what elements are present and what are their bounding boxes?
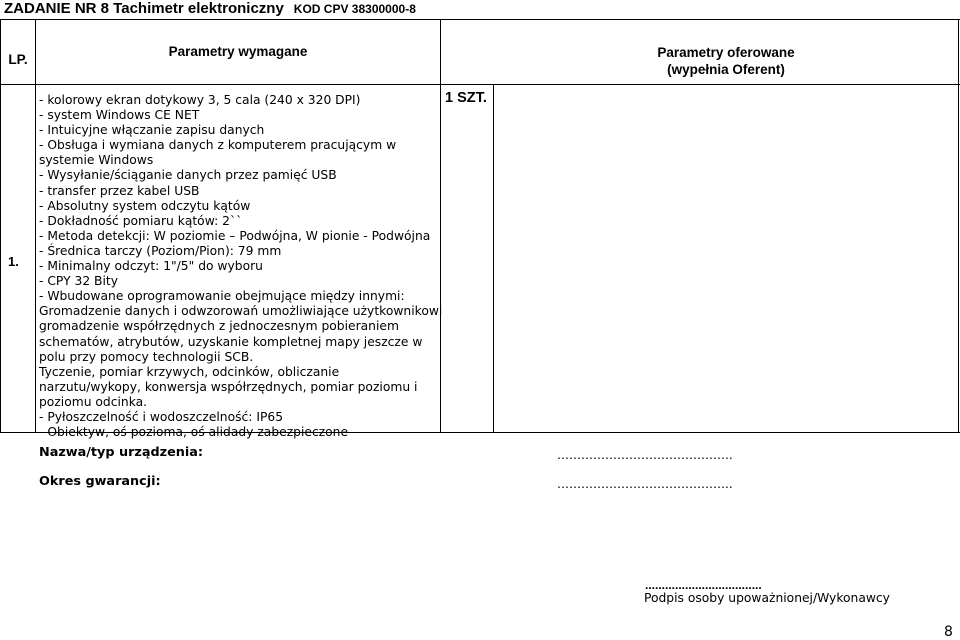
- requirement-line: schematów, atrybutów, uzyskanie kompletnej mapy jeszcze w: [39, 334, 423, 349]
- requirement-line: polu przy pomocy technologii SCB.: [39, 349, 254, 364]
- warranty-field: ……………………………………..: [557, 477, 733, 491]
- requirement-line: - Wbudowane oprogramowanie obejmujące między innymi:: [39, 289, 405, 304]
- requirement-line: narzutu/wykopy, konwersja współrzędnych, pomiar poziomu i: [39, 379, 418, 394]
- page-number: 8: [944, 624, 953, 640]
- device-name-field: ……………………………………..: [557, 448, 733, 462]
- device-name-label: Nazwa/typ urządzenia:: [39, 445, 204, 460]
- column-divider-lp: [35, 19, 36, 432]
- column-header-lp: LP.: [8, 52, 28, 67]
- column-header-offered-note: (wypełnia Oferent): [667, 62, 785, 77]
- requirement-line: - Intuicyjne włączanie zapisu danych: [39, 123, 265, 138]
- warranty-label: Okres gwarancji:: [39, 474, 161, 489]
- requirement-line: - Metoda detekcji: W poziomie – Podwójna, W pionie - Podwójna: [39, 228, 431, 243]
- requirement-line: - Absolutny system odczytu kątów: [39, 198, 251, 213]
- requirements-list: [39, 93, 442, 440]
- requirement-line: systemie Windows: [39, 153, 154, 168]
- requirement-line: - transfer przez kabel USB: [39, 183, 200, 198]
- requirement-line: Tyczenie, pomiar krzywych, odcinków, obliczanie: [39, 364, 340, 379]
- requirement-line: - CPY 32 Bity: [39, 274, 119, 289]
- requirement-line: - Średnica tarczy (Poziom/Pion): 79 mm: [39, 243, 282, 258]
- column-header-required: Parametry wymagane: [168, 44, 308, 59]
- document-header: [4, 0, 416, 17]
- table-left-border: [0, 19, 1, 432]
- row-number: 1.: [8, 254, 19, 269]
- column-header-offered-title: Parametry oferowane: [657, 45, 795, 60]
- table-top-border: [0, 19, 960, 20]
- signature-caption: Podpis osoby upoważnionej/Wykonawcy: [644, 591, 890, 605]
- requirement-line: - Obiektyw, oś pozioma, oś alidady zabezpieczone: [39, 425, 349, 440]
- requirement-line: - kolorowy ekran dotykowy 3, 5 cala (240 x 320 DPI): [39, 93, 361, 107]
- requirement-line: gromadzenie współrzędnych z jednoczesnym pobieraniem: [39, 319, 399, 334]
- table-right-border: [958, 19, 959, 432]
- requirement-line: - Wysyłanie/ściąganie danych przez pamięć USB: [39, 168, 337, 183]
- column-divider-quantity: [493, 84, 494, 432]
- document-title: ZADANIE NR 8 Tachimetr elektroniczny: [4, 0, 284, 17]
- cpv-code: KOD CPV 38300000-8: [293, 2, 416, 16]
- requirement-line: - Dokładność pomiaru kątów: 2``: [39, 213, 243, 228]
- table-header-bottom-border: [0, 84, 960, 85]
- requirement-line: - Minimalny odczyt: 1"/5" do wyboru: [39, 259, 263, 274]
- requirement-line: poziomu odcinka.: [39, 394, 148, 409]
- requirement-line: - Pyłoszczelność i wodoszczelność: IP65: [39, 409, 284, 424]
- requirement-line: - Obsługa i wymiana danych z komputerem pracującym w: [39, 138, 397, 153]
- quantity-value: 1 SZT.: [445, 90, 487, 106]
- requirement-line: - system Windows CE NET: [39, 108, 200, 123]
- requirement-line: Gromadzenie danych i odwzorowań umożliwiające użytkownikowi: [39, 304, 443, 319]
- signature-line: ...................................: [645, 578, 762, 592]
- column-header-offered: [494, 44, 958, 78]
